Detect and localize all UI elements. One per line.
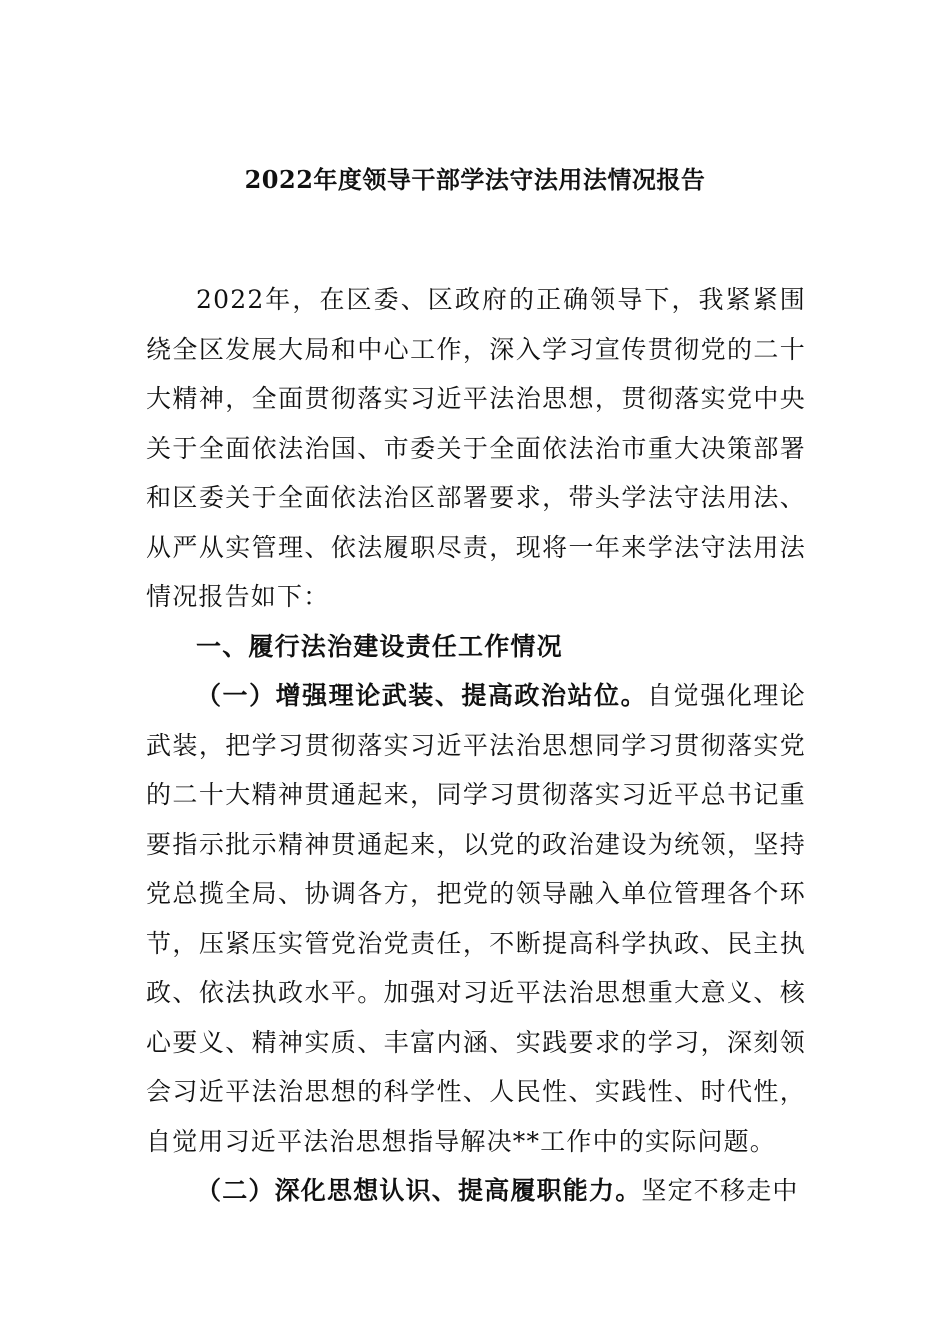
subsection-text-2: 坚定不移走中 xyxy=(641,1176,799,1205)
subsection-paragraph-2 xyxy=(146,1166,806,1216)
subsection-text-1: 自觉强化理论武装，把学习贯彻落实习近平法治思想同学习贯彻落实党的二十大精神贯通起来，同学习贯彻落实习近平总书记重要指示批示精神贯通起来，以党的政治建设为统领，坚持党总揽全局、协调各方，把党的领导融入单位管理各个环节，压紧压实管党治党责任，不断提高科学执政、民主执政、依法执政水平。加强对习近平法治思想重大意义、核心要义、精神实质、丰富内涵、实践要求的学习，深刻领会习近平法治思想的科学性、人民性、实践性、时代性，自觉用习近平法治思想指导解决**工作中的实际问题。 xyxy=(146,681,807,1156)
subsection-paragraph-1 xyxy=(146,671,806,1166)
section-heading: 一、履行法治建设责任工作情况 xyxy=(196,631,563,661)
document-body xyxy=(146,275,806,1216)
subsection-lead-2: （二）深化思想认识、提高履职能力。 xyxy=(196,1176,642,1205)
intro-paragraph: 2022年，在区委、区政府的正确领导下，我紧紧围绕全区发展大局和中心工作，深入学习宣传贯彻党的二十大精神，全面贯彻落实习近平法治思想，贯彻落实党中央关于全面依法治国、市委关于全面依法治市重大决策部署和区委关于全面依法治区部署要求，带头学法守法用法、从严从实管理、依法履职尽责，现将一年来学法守法用法情况报告如下： xyxy=(146,285,806,611)
document-title: 2022年度领导干部学法守法用法情况报告 xyxy=(244,165,706,194)
subsection-lead-1: （一）增强理论武装、提高政治站位。 xyxy=(196,681,648,710)
